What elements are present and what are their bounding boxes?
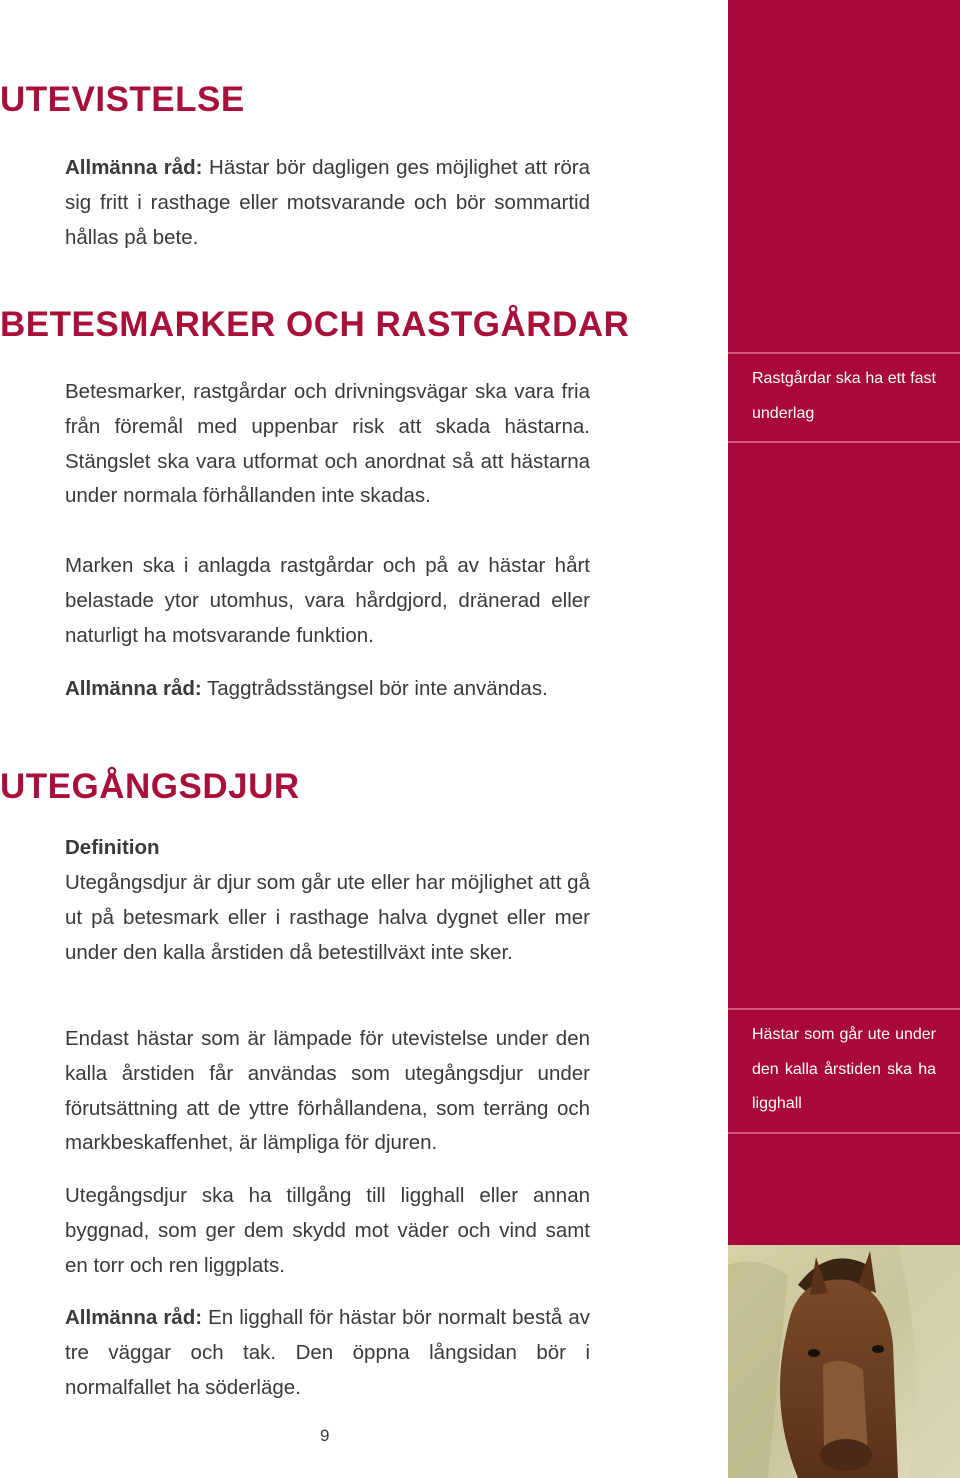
advice-text: En ligghall för hästar bör normalt bestå av tre väggar och tak. Den öppna långsidan bör i normalfallet ha söderläge. [65, 1306, 590, 1399]
advice-text: Hästar bör dagligen ges möjlighet att röra sig fritt i rasthage eller motsvarande och bör sommartid hållas på bete. [65, 156, 590, 249]
callout-rastgardar: Rastgårdar ska ha ett fast underlag [728, 352, 960, 443]
advice-text: Taggtrådsstängsel bör inte användas. [201, 677, 548, 700]
advice-label: Allmänna råd: [65, 677, 202, 700]
paragraph-utegangsdjur-1: Endast hästar som är lämpade för utevistelse under den kalla årstiden får användas som utegångsdjur under förutsättning att de yttre förhållandena, som terräng och markbeskaffenhet, är lämpliga för djuren. [65, 1027, 590, 1155]
page-number: 9 [320, 1426, 330, 1445]
advice-utevistelse [65, 151, 590, 255]
horse-photo [728, 1245, 960, 1478]
heading-betesmarker: BETESMARKER OCH RASTGÅRDAR [0, 305, 630, 344]
advice-label: Allmänna råd: [65, 1306, 203, 1329]
advice-utegangsdjur [65, 1301, 590, 1405]
definition-label: Definition [65, 836, 160, 859]
paragraph-betesmarker-1: Betesmarker, rastgårdar och drivningsvägar ska vara fria från föremål med uppenbar risk att skada hästarna. Stängslet ska vara utformat och anordnat så att hästarna under normala förhållanden inte skadas. [65, 380, 590, 508]
advice-betesmarker [65, 672, 590, 707]
callout-ligghall: Hästar som går ute under den kalla årstiden ska ha ligghall [728, 1008, 960, 1134]
horse-image [728, 1245, 960, 1478]
paragraph-utegangsdjur-2: Utegångsdjur ska ha tillgång till ligghall eller annan byggnad, som ger dem skydd mot väder och vind samt en torr och ren liggplats. [65, 1184, 590, 1277]
heading-utevistelse: UTEVISTELSE [0, 80, 245, 119]
paragraph-betesmarker-2: Marken ska i anlagda rastgårdar och på av hästar hårt belastade ytor utomhus, vara hårdgjord, dränerad eller naturligt ha motsvarande funktion. [65, 554, 590, 647]
definition-text: Utegångsdjur är djur som går ute eller har möjlighet att gå ut på betesmark eller i rasthage halva dygnet eller mer under den kalla årstiden då betestillväxt inte sker. [65, 871, 590, 964]
heading-utegangsdjur: UTEGÅNGSDJUR [0, 767, 300, 806]
advice-label: Allmänna råd: [65, 156, 203, 179]
sidebar [728, 0, 960, 1245]
